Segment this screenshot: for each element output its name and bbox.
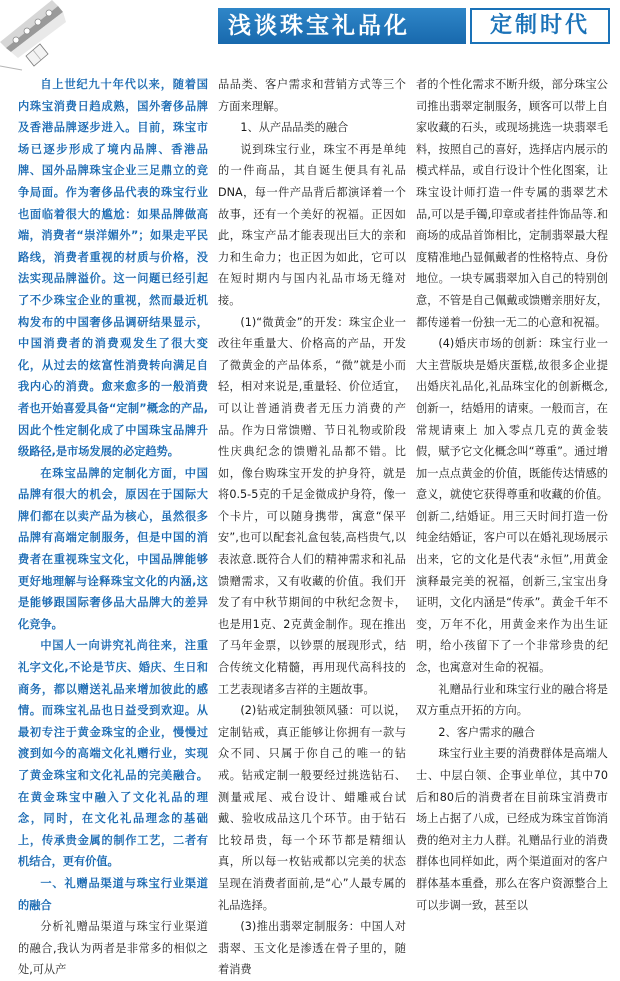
paragraph: (2)钻戒定制独领风骚：可以说，定制钻戒，真正能够让你拥有一款与众不同、只属于你自己的唯一的钻戒。钻戒定制一般要经过挑选钻石、测量戒尾、戒台设计、蜡雕戒台试戴、验收成品这几个环节。由于钻石比较昂贵，每一个环节都是精细认真，所以每一枚钻戒都以完美的状态呈现在消费者面前,是“心”人最专属的礼品选择。 bbox=[218, 704, 406, 912]
paragraph: 珠宝行业主要的消费群体是高端人士、中层白领、企事业单位，其中70后和80后的消费者在目前珠宝消费市场上占据了八成，已经成为珠宝首饰消费的绝对主力人群。礼赠品行业的消费群体也同样如此，两个渠道面对的客户群体基本重叠，那么在客户资源整合上可以步调一致，甚至以 bbox=[416, 747, 608, 912]
article-tag-banner: 定制时代 bbox=[470, 8, 610, 44]
paragraph: 中国人一向讲究礼尚往来，注重礼字文化,不论是节庆、婚庆、生日和商务，都以赠送礼品来增加彼此的感情。而珠宝礼品也日益受到欢迎。从最初专注于黄金珠宝的企业，慢慢过渡到如今的高端文化礼赠行业，实现了黄金珠宝和文化礼品的完美融合。在黄金珠宝中融入了文化礼品的理念，同时，在文化礼品理念的基础上，传承贵金属的制作工艺，二者有机结合，更有价值。 bbox=[18, 639, 208, 869]
section-heading: 一、礼赠品渠道与珠宝行业渠道的融合 bbox=[18, 876, 208, 912]
text-column-1 bbox=[18, 74, 208, 977]
paragraph: 者的个性化需求不断升级，部分珠宝公司推出翡翠定制服务，顾客可以带上自家收藏的石头，或现场挑选一块翡翠毛料，按照自己的喜好，选择店内展示的模式样品，或自行设计个性化图案，让珠宝设计师打造一件专属的翡翠艺术品,可以是手镯,印章或者挂件饰品等.和商场的成品首饰相比，定制翡翠最大程度精准地凸显佩戴者的性格特点、身份地位。一块专属翡翠加入自己的特别创意，不管是自己佩戴或馈赠亲朋好友，都传递着一份独一无二的心意和祝福。 bbox=[416, 78, 608, 329]
paragraph: 说到珠宝行业，珠宝不再是单纯的一件商品，其自诞生便具有礼品DNA，每一件产品背后都演译着一个故事，还有一个美好的祝福。正因如此，珠宝产品才能表现出巨大的亲和力和生命力；也正因为如此，它可以在短时期内与国内礼品市场无缝对接。 bbox=[218, 142, 406, 307]
subheading: 2、客户需求的融合 bbox=[438, 725, 536, 739]
paragraph: 分析礼赠品渠道与珠宝行业渠道的融合,我认为两者是非常多的相似之处,可从产 bbox=[18, 920, 208, 977]
paragraph: 礼赠品行业和珠宝行业的融合将是双方重点开拓的方向。 bbox=[416, 682, 608, 718]
article-title-banner: 浅谈珠宝礼品化 bbox=[218, 8, 466, 44]
paragraph: 品品类、客户需求和营销方式等三个方面来理解。 bbox=[218, 78, 406, 113]
paragraph: (3)推出翡翠定制服务：中国人对翡翠、玉文化是渗透在骨子里的，随着消费 bbox=[218, 920, 406, 977]
paragraph: (4)婚庆市场的创新：珠宝行业一大主营版块是婚庆蛋糕,故很多企业提出婚庆礼品化,礼品珠宝化的创新概念,创新一，结婚用的请柬。一般而言，在常规请柬上 加入零点几克的黄金装假，赋予它文化概念叫“尊重”。通过增加一点点黄金的价值，既能传达情感的意义，就使它获得尊重和收藏的价值。创新二,结婚证。用三天时间打造一份纯金结婚证，客户可以在婚礼现场展示出来，它的文化是代表“永恒”,用黄金演释最完美的祝福，创新三,宝宝出身证明，文化内涵是“传承”。黄金千年不变，万年不化，用黄金来作为出生证明，给小孩留下了一个非常珍贵的纪念，也寓意对生命的祝福。 bbox=[416, 337, 608, 675]
text-column-2 bbox=[218, 74, 406, 977]
subheading: 1、从产品品类的融合 bbox=[240, 121, 349, 135]
jewelry-pendant-image bbox=[0, 0, 70, 70]
paragraph: 在珠宝品牌的定制化方面，中国品牌有很大的机会，原因在于国际大牌们都在以卖产品为核心，虽然很多品牌有高端定制服务，但是中国的消费者在重视珠宝文化，中国品牌能够更好地理解与诠释珠宝文化的内涵,这是能够跟国际奢侈品大品牌大的差异化竞争。 bbox=[18, 466, 208, 631]
paragraph: (1)“微黄金”的开发：珠宝企业一改往年重量大、价格高的产品，开发了微黄金的产品体系，“微”就是小而轻，相对来说是,重量轻、价位适宜，可以让普通消费者无压力消费的产品。作为日常馈赠、节日礼物或阶段性庆典纪念的馈赠礼品都不错。比如，像台购珠宝开发的护身符，就是将0.5-5克的千足金微成护身符，像一个卡片，可以随身携带，寓意“保平安”,也可以配套礼盒包装,高档贵气,以表浓意.既符合人们的精神需求和礼品馈赠需求，又有收藏的价值。我们开发了有中秋节期间的中秋纪念贺卡，也是用1克、2克黄金制作。现在推出了马年金票，以钞票的展现形式，结合传统文化精髓，再用现代高科技的工艺表现诸多吉祥的主题故事。 bbox=[218, 315, 406, 696]
text-column-3 bbox=[416, 74, 608, 912]
paragraph: 自上世纪九十年代以来，随着国内珠宝消费日趋成熟，国外奢侈品牌及香港品牌逐步进入。目前，珠宝市场已逐步形成了境内品牌、香港品牌、国外品牌珠宝企业三足鼎立的竞争局面。作为奢侈品代表的珠宝行业也面临着很大的尴尬：如果品牌做高端，消费者“崇洋媚外”；如果走平民路线，消费者重视的材质与价格，没法实现品牌溢价。这一问题已经引起了不少珠宝企业的重视，然而最近机构发布的中国奢侈品调研结果显示，中国消费者的消费观发生了很大变化，从过去的炫富性消费转向满足自我内心的消费。愈来愈多的一般消费者也开始喜爱具备“定制”概念的产品,因此个性定制化成了中国珠宝品牌升级路径,是市场发展的必定趋势。 bbox=[18, 78, 208, 459]
